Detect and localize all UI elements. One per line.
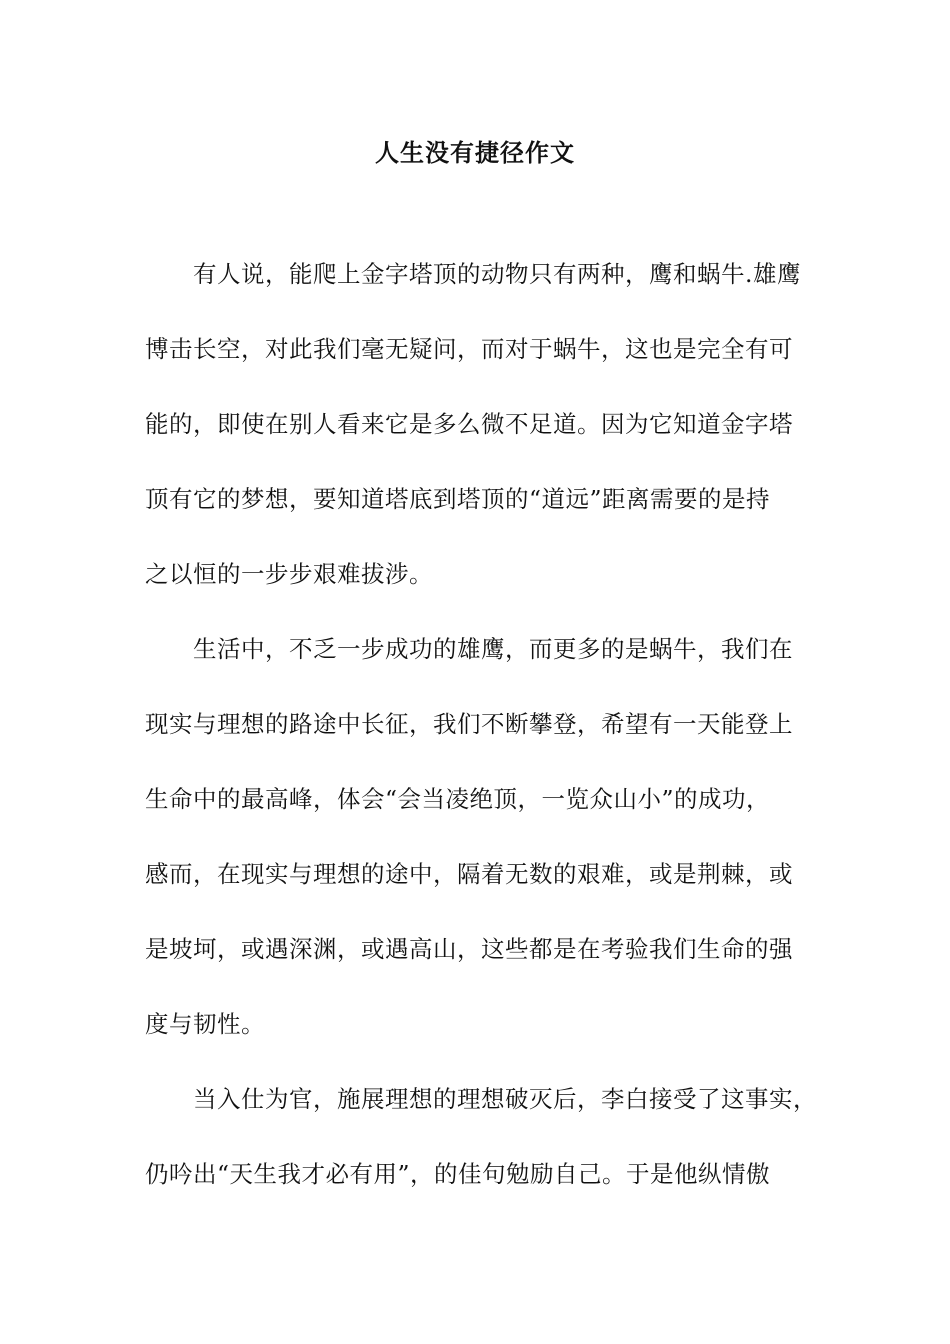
paragraph-2-line-4: 感而，在现实与理想的途中，隔着无数的艰难，或是荆棘，或 (145, 860, 793, 888)
paragraph-1-line-2: 博击长空，对此我们毫无疑问，而对于蜗牛，这也是完全有可 (145, 335, 793, 363)
paragraph-1-line-1: 有人说，能爬上金字塔顶的动物只有两种，鹰和蜗牛.雄鹰 (193, 260, 801, 288)
paragraph-3-line-1: 当入仕为官，施展理想的理想破灭后，李白接受了这事实， (193, 1085, 817, 1113)
paragraph-2-line-1: 生活中，不乏一步成功的雄鹰，而更多的是蜗牛，我们在 (193, 635, 793, 663)
paragraph-1-line-4: 顶有它的梦想，要知道塔底到塔顶的“道远”距离需要的是持 (145, 485, 771, 513)
paragraph-2-line-5: 是坡坷，或遇深渊，或遇高山，这些都是在考验我们生命的强 (145, 935, 793, 963)
paragraph-2-line-6: 度与韧性。 (145, 1010, 265, 1038)
page-title: 人生没有捷径作文 (375, 138, 575, 167)
paragraph-3-line-2: 仍吟出“天生我才必有用”，的佳句勉励自己。于是他纵情傲 (145, 1160, 771, 1188)
paragraph-1-line-5: 之以恒的一步步艰难拔涉。 (145, 560, 433, 588)
paragraph-2-line-3: 生命中的最高峰，体会“会当凌绝顶，一览众山小”的成功， (145, 785, 771, 813)
paragraph-2-line-2: 现实与理想的路途中长征，我们不断攀登，希望有一天能登上 (145, 710, 793, 738)
paragraph-1-line-3: 能的，即使在别人看来它是多么微不足道。因为它知道金字塔 (145, 410, 793, 438)
